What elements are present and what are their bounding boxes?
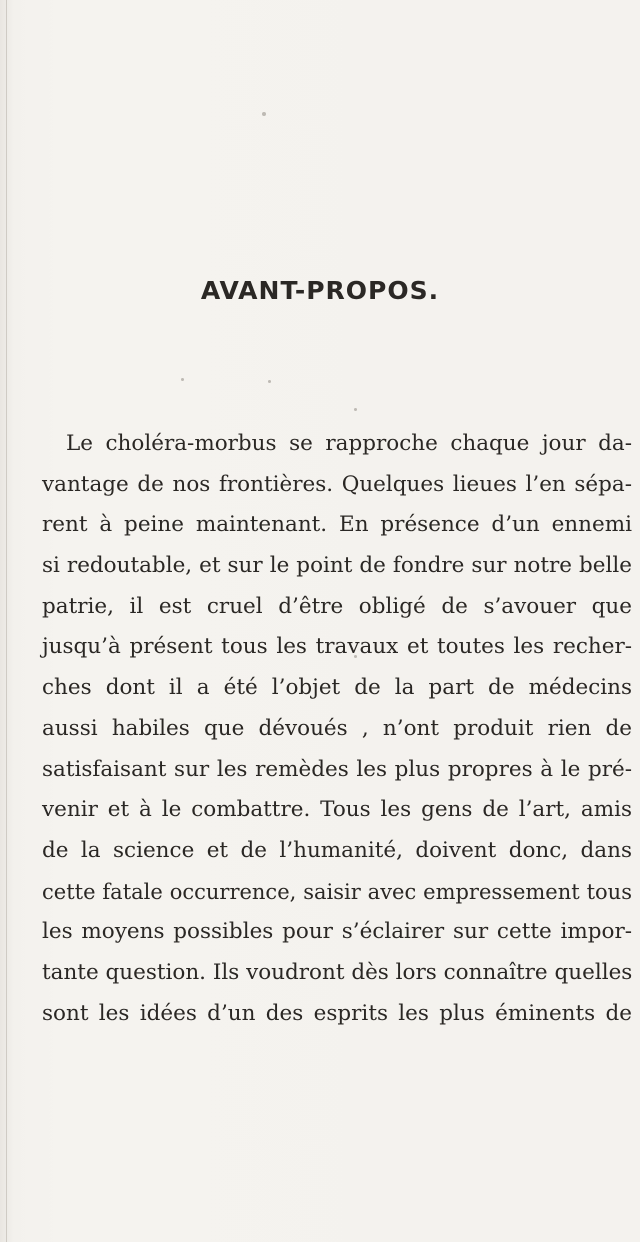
page-edge	[6, 0, 7, 1242]
text-line: aussi habiles que dévoués , n’ont produit rien de	[42, 715, 632, 741]
text-line: Le choléra-morbus se rapproche chaque jour da-	[66, 431, 632, 456]
page-heading: AVANT-PROPOS.	[200, 276, 440, 305]
text-line: les moyens possibles pour s’éclairer sur cette impor-	[42, 919, 632, 945]
text-line: si redoutable, et sur le point de fondre sur notre belle	[42, 553, 632, 579]
text-line: patrie, il est cruel d’être obligé de s’avouer que	[42, 593, 632, 619]
text-line: jusqu’à présent tous les travaux et toutes les recher-	[42, 634, 632, 660]
text-line: rent à peine maintenant. En présence d’un ennemi	[42, 512, 632, 538]
text-line: de la science et de l’humanité, doivent donc, dans	[42, 837, 632, 863]
text-line: venir et à le combattre. Tous les gens de l’art, amis	[42, 797, 632, 823]
body-paragraph	[42, 424, 632, 1034]
text-line: tante question. Ils voudront dès lors connaître quelles	[42, 959, 633, 985]
text-line: satisfaisant sur les remèdes les plus propres à le pré-	[42, 756, 632, 782]
paper-speck	[354, 408, 357, 411]
paper-speck	[181, 378, 184, 381]
text-line: ches dont il a été l’objet de la part de médecins	[42, 675, 632, 701]
text-line: vantage de nos frontières. Quelques lieues l’en sépa-	[42, 471, 632, 497]
paper-speck	[262, 112, 266, 116]
paper-speck	[268, 380, 271, 383]
text-line: sont les idées d’un des esprits les plus éminents de	[42, 1000, 632, 1026]
text-line: cette fatale occurrence, saisir avec empressement tous	[42, 879, 632, 904]
